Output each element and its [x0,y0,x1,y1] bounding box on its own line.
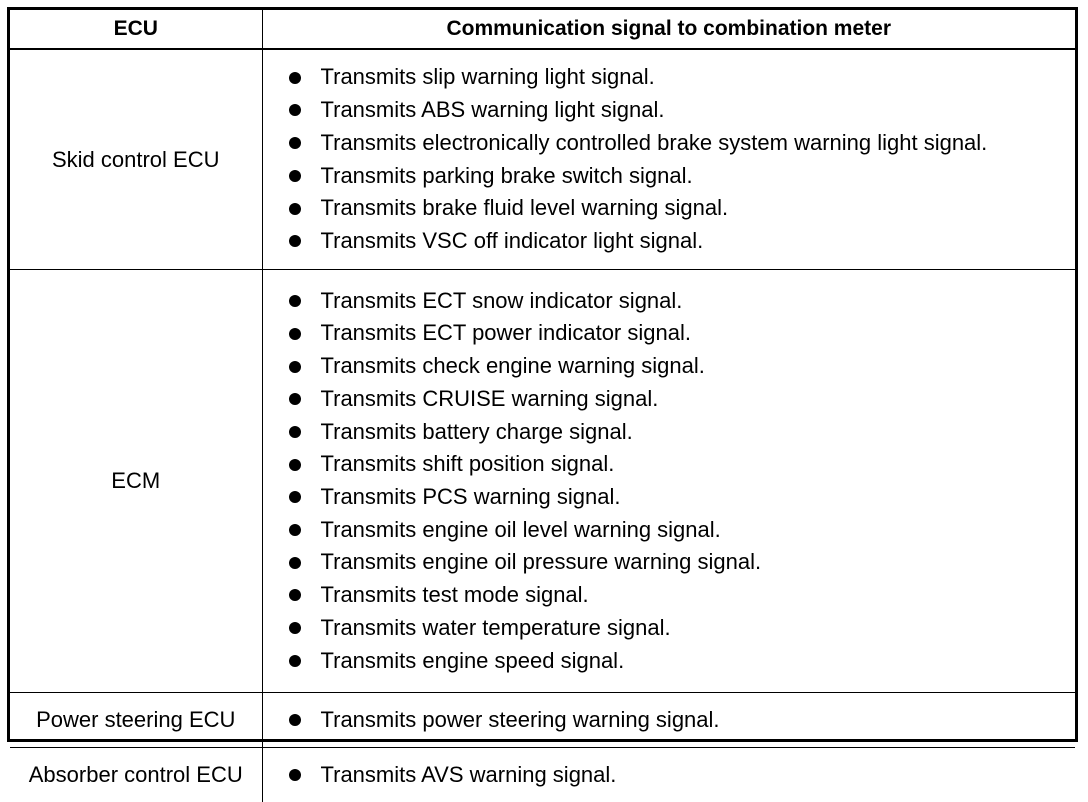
table-row-power-steering-ecu [10,693,1075,748]
bullet-icon [289,295,301,307]
bullet-icon [289,491,301,503]
list-item [289,160,1076,193]
bullet-icon [289,72,301,84]
bullet-icon [289,170,301,182]
bullet-icon [289,655,301,667]
signal-text: Transmits engine speed signal. [321,645,625,678]
signal-text: Transmits brake fluid level warning signal. [321,192,729,225]
bullet-icon [289,235,301,247]
header-row [10,10,1075,49]
table-row-absorber-control-ecu [10,748,1075,802]
bullet-icon [289,622,301,634]
bullet-icon [289,714,301,726]
signal-cell [262,748,1075,802]
bullet-icon [289,393,301,405]
signal-text: Transmits VSC off indicator light signal. [321,225,704,258]
ecu-name: Absorber control ECU [10,748,262,802]
signal-text: Transmits power steering warning signal. [321,704,720,737]
list-item [289,645,1076,678]
list-item [289,285,1076,318]
list-item [289,759,1076,792]
list-item [289,448,1076,481]
bullet-icon [289,589,301,601]
table-row-skid-control-ecu [10,49,1075,270]
list-item [289,704,1076,737]
ecu-name: Skid control ECU [10,49,262,270]
list-item [289,481,1076,514]
bullet-icon [289,361,301,373]
list-item [289,61,1076,94]
ecu-signal-table [10,10,1075,802]
list-item [289,94,1076,127]
bullet-icon [289,524,301,536]
signal-text: Transmits CRUISE warning signal. [321,383,659,416]
signal-text: Transmits water temperature signal. [321,612,671,645]
bullet-icon [289,203,301,215]
signal-cell [262,693,1075,748]
bullet-icon [289,459,301,471]
bullet-icon [289,137,301,149]
signal-text: Transmits ECT snow indicator signal. [321,285,683,318]
bullet-icon [289,769,301,781]
signal-text: Transmits shift position signal. [321,448,615,481]
signal-table-frame [7,7,1078,742]
signal-text: Transmits engine oil pressure warning signal. [321,546,762,579]
list-item [289,225,1076,258]
signal-text: Transmits ECT power indicator signal. [321,317,691,350]
signal-list [289,759,1076,792]
list-item [289,317,1076,350]
bullet-icon [289,104,301,116]
signal-list [289,61,1076,257]
header-communication-signal: Communication signal to combination meter [262,10,1075,49]
bullet-icon [289,328,301,340]
list-item [289,416,1076,449]
signal-text: Transmits engine oil level warning signal. [321,514,721,547]
signal-text: Transmits parking brake switch signal. [321,160,693,193]
signal-text: Transmits ABS warning light signal. [321,94,665,127]
list-item [289,350,1076,383]
ecu-name: Power steering ECU [10,693,262,748]
header-ecu: ECU [10,10,262,49]
ecu-name: ECM [10,270,262,693]
signal-cell [262,49,1075,270]
bullet-icon [289,557,301,569]
signal-text: Transmits PCS warning signal. [321,481,621,514]
list-item [289,546,1076,579]
bullet-icon [289,426,301,438]
table-row-ecm [10,270,1075,693]
signal-list [289,285,1076,677]
list-item [289,192,1076,225]
signal-text: Transmits electronically controlled brake system warning light signal. [321,127,988,160]
list-item [289,579,1076,612]
list-item [289,612,1076,645]
signal-list [289,704,1076,737]
signal-text: Transmits AVS warning signal. [321,759,617,792]
list-item [289,127,1076,160]
list-item [289,514,1076,547]
signal-text: Transmits slip warning light signal. [321,61,655,94]
signal-text: Transmits battery charge signal. [321,416,633,449]
signal-text: Transmits check engine warning signal. [321,350,705,383]
signal-cell [262,270,1075,693]
signal-text: Transmits test mode signal. [321,579,589,612]
list-item [289,383,1076,416]
